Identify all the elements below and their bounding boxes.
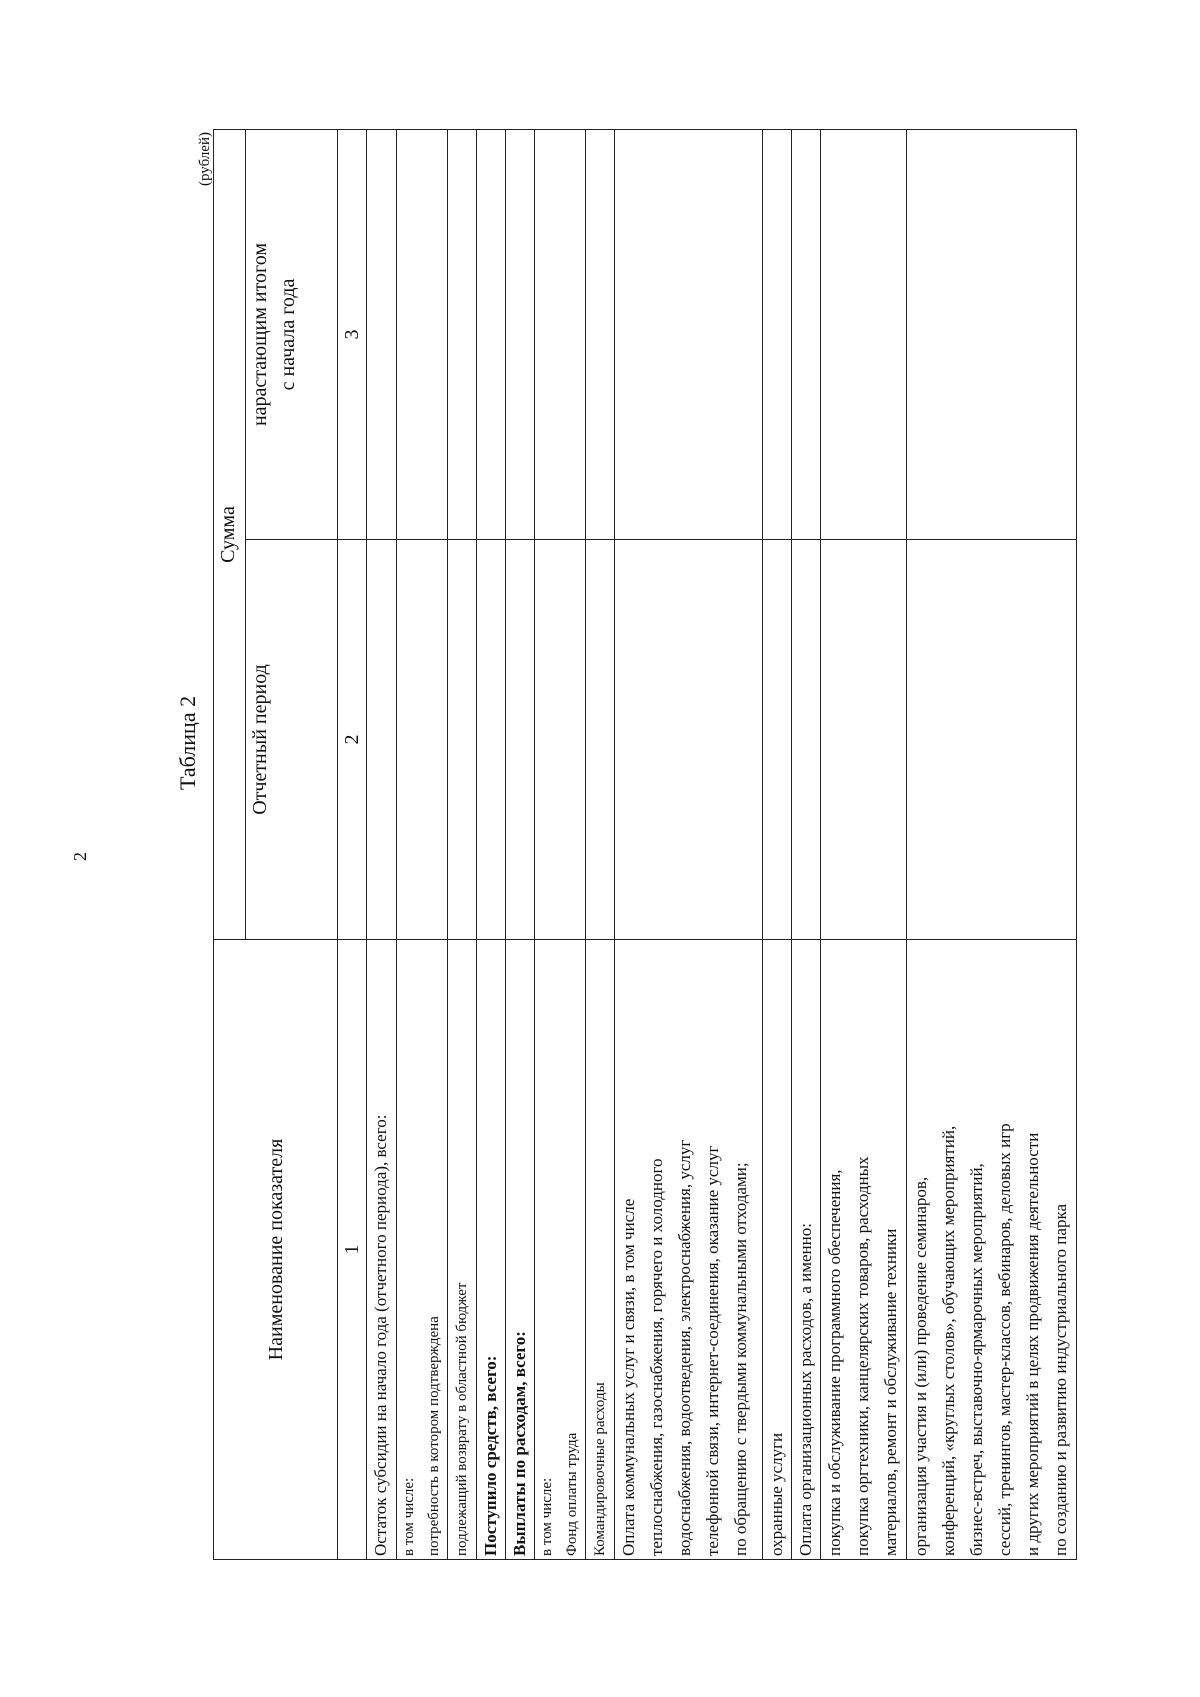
row-label: подлежащий возврату в областной бюджет bbox=[448, 940, 477, 1560]
table-row bbox=[397, 129, 448, 1559]
value-cell bbox=[907, 129, 1077, 539]
value-cell bbox=[397, 129, 448, 539]
row-line: в том числе: bbox=[539, 1477, 555, 1556]
value-cell bbox=[615, 540, 763, 940]
row-label bbox=[907, 940, 1077, 1560]
value-cell bbox=[367, 129, 397, 539]
table-row bbox=[586, 129, 615, 1559]
value-cell bbox=[586, 129, 615, 539]
table-row bbox=[535, 129, 586, 1559]
row-line: теплоснабжения, газоснабжения, горячего и холодного bbox=[647, 1158, 666, 1556]
row-line: в том числе: bbox=[401, 1477, 417, 1556]
value-cell bbox=[477, 540, 506, 940]
value-cell bbox=[821, 129, 907, 539]
table-row bbox=[821, 129, 907, 1559]
value-cell bbox=[448, 129, 477, 539]
row-line: покупка оргтехники, канцелярских товаров, расходных bbox=[853, 1156, 872, 1556]
row-label bbox=[615, 940, 763, 1560]
value-cell bbox=[792, 129, 821, 539]
table-row bbox=[448, 129, 477, 1559]
header-indicator: Наименование показателя bbox=[214, 940, 338, 1560]
row-label: охранные услуги bbox=[763, 940, 792, 1560]
column-number-row bbox=[338, 129, 367, 1559]
value-cell bbox=[506, 540, 535, 940]
row-label bbox=[535, 940, 586, 1560]
value-cell bbox=[763, 540, 792, 940]
row-label: Остаток субсидии на начало года (отчетного периода), всего: bbox=[367, 940, 397, 1560]
row-line: покупка и обслуживание программного обеспечения, bbox=[825, 1169, 844, 1556]
row-line: потребность в котором подтверждена bbox=[426, 1316, 442, 1556]
page-number: 2 bbox=[70, 852, 90, 861]
row-label bbox=[821, 940, 907, 1560]
row-label bbox=[397, 940, 448, 1560]
row-line: Фонд оплаты труда bbox=[564, 1432, 580, 1556]
value-cell bbox=[763, 129, 792, 539]
row-line: конференций, «круглых столов», обучающих мероприятий, bbox=[939, 1125, 958, 1556]
header-amount: Сумма bbox=[214, 129, 246, 939]
value-cell bbox=[397, 540, 448, 940]
row-label: Оплата организационных расходов, а именно: bbox=[792, 940, 821, 1560]
row-line: материалов, ремонт и обслуживание техники bbox=[881, 1228, 900, 1556]
value-cell bbox=[907, 540, 1077, 940]
header-cumulative bbox=[246, 129, 338, 539]
table-row bbox=[615, 129, 763, 1559]
value-cell bbox=[586, 540, 615, 940]
units-label: (рублей) bbox=[197, 132, 213, 187]
table-row bbox=[477, 129, 506, 1559]
header-reporting-period: Отчетный период bbox=[246, 540, 338, 940]
value-cell bbox=[448, 540, 477, 940]
report-table bbox=[213, 129, 1077, 1560]
header-cumulative-line1: нарастающим итогом bbox=[249, 242, 271, 427]
value-cell bbox=[615, 129, 763, 539]
column-number-1: 1 bbox=[338, 940, 367, 1560]
row-line: бизнес-встреч, выставочно-ярмарочных мероприятий, bbox=[967, 1163, 986, 1556]
value-cell bbox=[477, 129, 506, 539]
table-row bbox=[506, 129, 535, 1559]
value-cell bbox=[535, 540, 586, 940]
table-row bbox=[367, 129, 397, 1559]
value-cell bbox=[367, 540, 397, 940]
value-cell bbox=[821, 540, 907, 940]
row-line: телефонной связи, интернет-соединения, оказание услуг bbox=[703, 1145, 722, 1556]
row-line: по созданию и развитию индустриального парка bbox=[1051, 1204, 1070, 1556]
header-row bbox=[214, 129, 246, 1559]
row-line: организация участия и (или) проведение семинаров, bbox=[911, 1176, 930, 1556]
row-line: Оплата коммунальных услуг и связи, в том числе bbox=[619, 1198, 638, 1556]
row-line: сессий, тренингов, мастер-классов, вебинаров, деловых игр bbox=[995, 1123, 1014, 1556]
table-row bbox=[792, 129, 821, 1559]
column-number-2: 2 bbox=[338, 540, 367, 940]
table-row bbox=[763, 129, 792, 1559]
row-line: водоснабжения, водоотведения, электроснабжения, услуг bbox=[675, 1139, 694, 1556]
table-title: Таблица 2 bbox=[175, 695, 200, 790]
row-line: по обращению с твердыми коммунальными отходами; bbox=[731, 1162, 750, 1556]
row-label: Командировочные расходы bbox=[586, 940, 615, 1560]
table-row bbox=[907, 129, 1077, 1559]
value-cell bbox=[535, 129, 586, 539]
column-number-3: 3 bbox=[338, 129, 367, 539]
value-cell bbox=[792, 540, 821, 940]
header-cumulative-line2: с начала года bbox=[277, 278, 299, 391]
row-line: и других мероприятий в целях продвижения деятельности bbox=[1023, 1132, 1042, 1556]
row-label: Поступило средств, всего: bbox=[477, 940, 506, 1560]
rotated-table-sheet bbox=[169, 130, 1070, 1560]
row-label: Выплаты по расходам, всего: bbox=[506, 940, 535, 1560]
value-cell bbox=[506, 129, 535, 539]
